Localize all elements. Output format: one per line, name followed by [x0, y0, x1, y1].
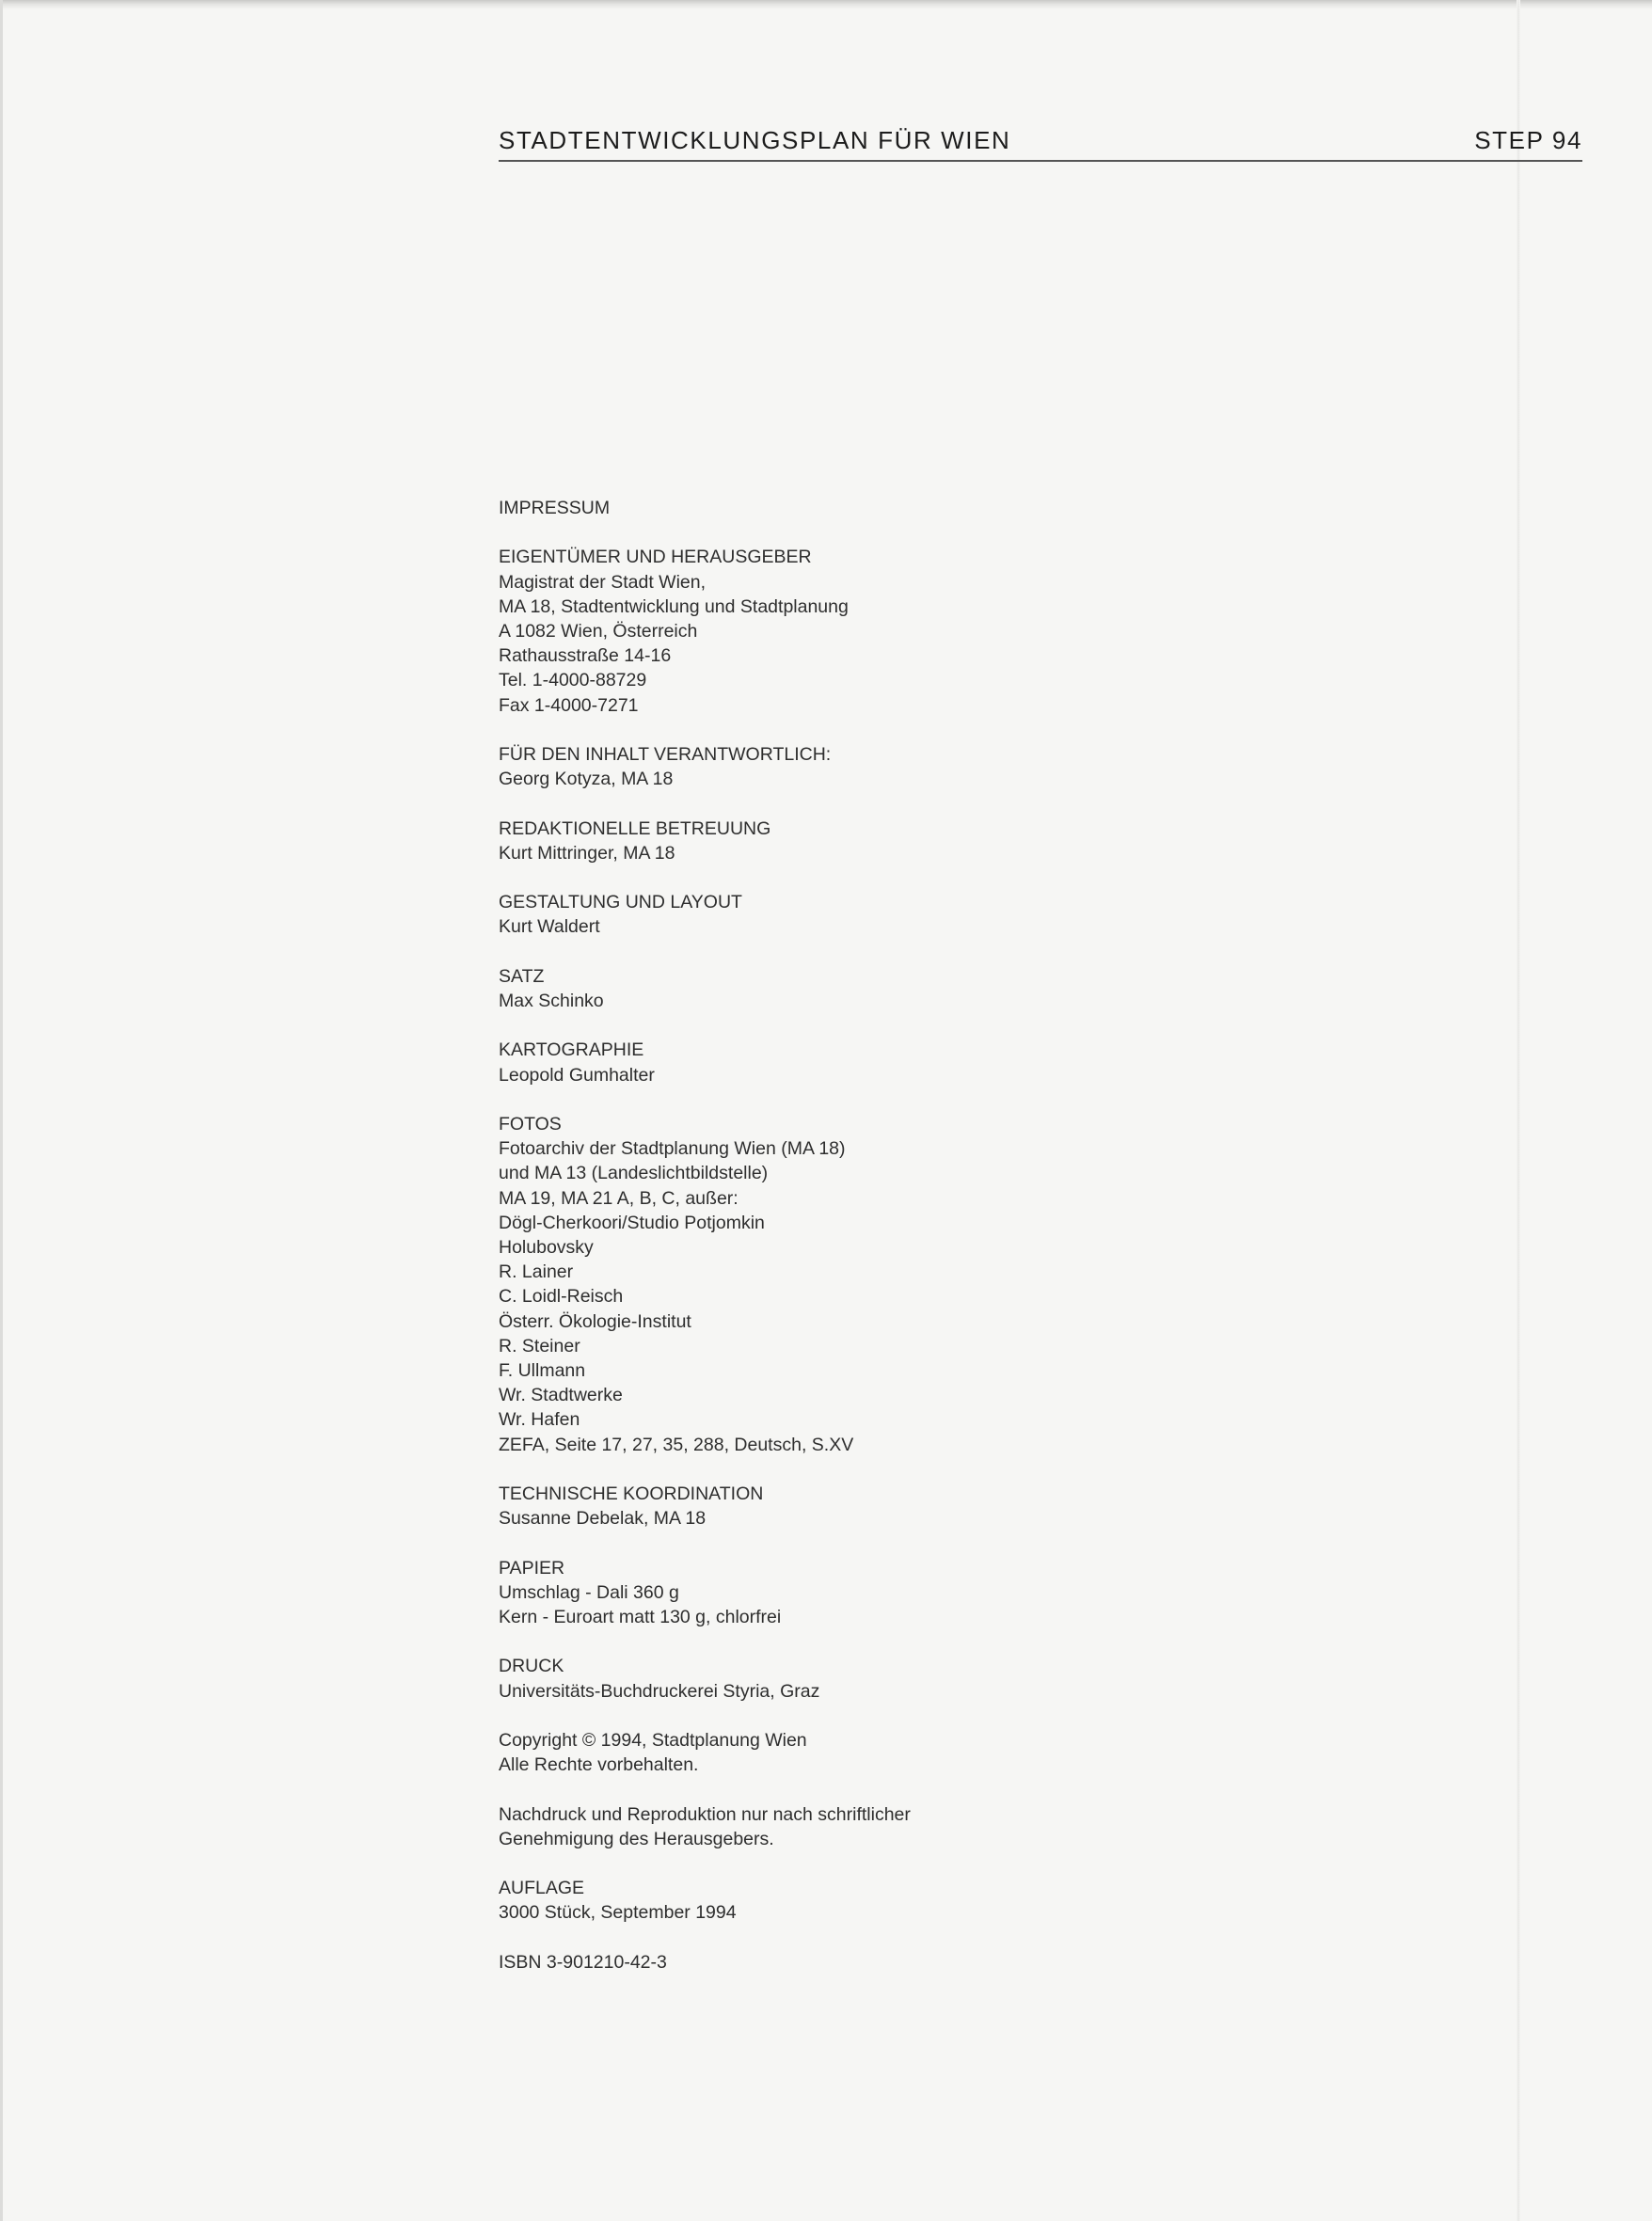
- scan-left-edge: [0, 0, 3, 2221]
- section-title: DRUCK: [499, 1656, 564, 1677]
- section-title: EIGENTÜMER UND HERAUSGEBER: [499, 547, 812, 568]
- section-line: F. Ullmann: [499, 1360, 586, 1381]
- section-line: Kurt Mittringer, MA 18: [499, 842, 675, 864]
- section-title: Nachdruck und Reproduktion nur nach schriftlicher: [499, 1803, 911, 1825]
- section-line: R. Lainer: [499, 1261, 574, 1283]
- imprint-section: [499, 742, 1157, 791]
- imprint-heading: IMPRESSUM: [499, 498, 611, 518]
- imprint-section: [499, 1556, 1157, 1630]
- section-line: Leopold Gumhalter: [499, 1064, 655, 1086]
- document-title: STADTENTWICKLUNGSPLAN FÜR WIEN: [499, 126, 1011, 154]
- section-line: R. Steiner: [499, 1335, 580, 1356]
- section-line: Tel. 1-4000-88729: [499, 670, 647, 691]
- section-line: Alle Rechte vorbehalten.: [499, 1754, 699, 1776]
- section-line: Österr. Ökologie-Institut: [499, 1310, 691, 1332]
- section-line: Umschlag - Dali 360 g: [499, 1581, 679, 1603]
- section-title: TECHNISCHE KOORDINATION: [499, 1483, 764, 1504]
- section-line: Kern - Euroart matt 130 g, chlorfrei: [499, 1607, 782, 1627]
- isbn: ISBN 3-901210-42-3: [499, 1951, 667, 1973]
- section-line: Holubovsky: [499, 1236, 594, 1258]
- imprint-section: [499, 1950, 1157, 1975]
- imprint-section: [499, 1112, 1157, 1457]
- section-title: REDAKTIONELLE BETREUUNG: [499, 817, 771, 839]
- section-line: ZEFA, Seite 17, 27, 35, 288, Deutsch, S.XV: [499, 1434, 854, 1455]
- section-line: Wr. Hafen: [499, 1409, 580, 1431]
- section-line: Fotoarchiv der Stadtplanung Wien (MA 18): [499, 1138, 846, 1160]
- section-title: KARTOGRAPHIE: [499, 1039, 644, 1061]
- section-line: Genehmigung des Herausgebers.: [499, 1828, 774, 1849]
- imprint-block: [499, 496, 1157, 1999]
- section-line: Georg Kotyza, MA 18: [499, 769, 674, 790]
- imprint-section: [499, 545, 1157, 717]
- section-line: Wr. Stadtwerke: [499, 1385, 623, 1406]
- imprint-section: [499, 1654, 1157, 1703]
- section-line: C. Loidl-Reisch: [499, 1286, 624, 1308]
- section-line: Universitäts-Buchdruckerei Styria, Graz: [499, 1680, 820, 1702]
- imprint-section: [499, 1876, 1157, 1925]
- section-line: Susanne Debelak, MA 18: [499, 1508, 707, 1530]
- section-line: und MA 13 (Landeslichtbildstelle): [499, 1163, 769, 1184]
- imprint-heading-block: [499, 496, 1157, 520]
- running-header: [499, 124, 1582, 162]
- section-line: MA 18, Stadtentwicklung und Stadtplanung: [499, 595, 849, 617]
- section-title: AUFLAGE: [499, 1878, 585, 1899]
- section-line: MA 19, MA 21 A, B, C, außer:: [499, 1187, 739, 1209]
- section-title: FOTOS: [499, 1113, 562, 1134]
- imprint-section: [499, 1038, 1157, 1087]
- section-title: SATZ: [499, 965, 545, 987]
- scan-fold-line: [1517, 0, 1520, 2221]
- section-line: 3000 Stück, September 1994: [499, 1902, 737, 1924]
- section-line: Rathausstraße 14-16: [499, 645, 672, 667]
- section-line: Dögl-Cherkoori/Studio Potjomkin: [499, 1212, 765, 1233]
- imprint-section: [499, 1482, 1157, 1531]
- imprint-section: [499, 1802, 1157, 1851]
- section-line: A 1082 Wien, Österreich: [499, 621, 698, 642]
- document-code: STEP 94: [1474, 126, 1582, 154]
- section-line: Fax 1-4000-7271: [499, 694, 639, 716]
- section-line: Max Schinko: [499, 990, 604, 1011]
- scan-top-edge: [0, 0, 1652, 9]
- section-title: FÜR DEN INHALT VERANTWORTLICH:: [499, 744, 832, 765]
- section-title: PAPIER: [499, 1557, 565, 1578]
- imprint-section: [499, 964, 1157, 1013]
- imprint-section: [499, 1728, 1157, 1777]
- section-line: Kurt Waldert: [499, 916, 600, 938]
- section-title: GESTALTUNG UND LAYOUT: [499, 892, 742, 913]
- section-title: Copyright © 1994, Stadtplanung Wien: [499, 1729, 807, 1751]
- imprint-section: [499, 817, 1157, 865]
- section-line: Magistrat der Stadt Wien,: [499, 571, 707, 593]
- imprint-section: [499, 890, 1157, 939]
